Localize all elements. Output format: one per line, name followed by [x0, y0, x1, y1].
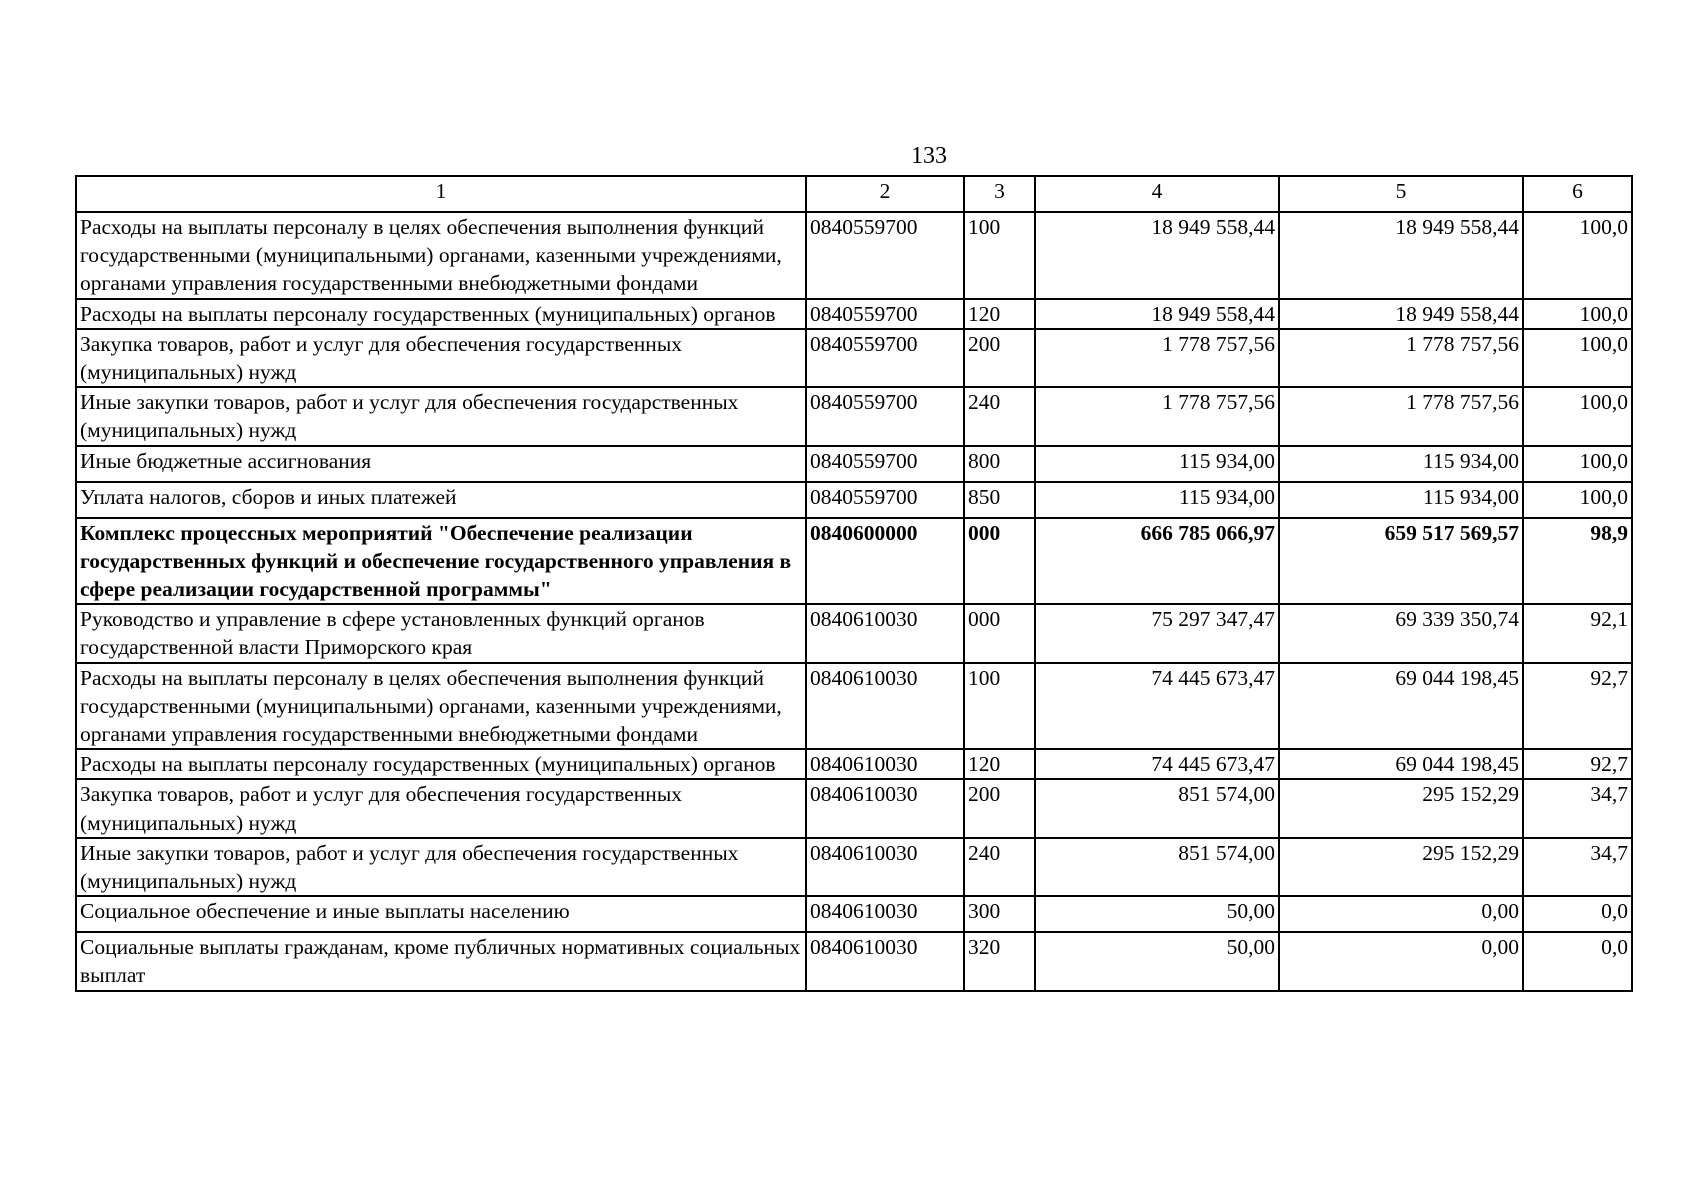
column-header-3: 3 [964, 176, 1035, 212]
row-plan-cell: 851 574,00 [1035, 779, 1279, 837]
row-plan-cell: 115 934,00 [1035, 482, 1279, 518]
row-fact-cell: 1 778 757,56 [1279, 329, 1523, 387]
table-row [76, 604, 1632, 662]
row-fact-cell: 69 044 198,45 [1279, 749, 1523, 779]
row-code-cell: 0840610030 [806, 932, 964, 990]
row-percent-cell: 92,1 [1523, 604, 1632, 662]
table-row [76, 896, 1632, 932]
row-percent-cell: 98,9 [1523, 518, 1632, 605]
row-plan-cell: 18 949 558,44 [1035, 212, 1279, 299]
row-code-cell: 0840610030 [806, 749, 964, 779]
row-code-cell: 0840610030 [806, 663, 964, 750]
row-code-cell: 0840559700 [806, 212, 964, 299]
row-code-cell: 0840610030 [806, 838, 964, 896]
row-plan-cell: 1 778 757,56 [1035, 387, 1279, 445]
table-row [76, 212, 1632, 299]
row-name-cell: Уплата налогов, сборов и иных платежей [76, 482, 806, 518]
row-plan-cell: 74 445 673,47 [1035, 663, 1279, 750]
row-type-cell: 240 [964, 838, 1035, 896]
row-plan-cell: 50,00 [1035, 932, 1279, 990]
page-number: 133 [911, 143, 947, 169]
row-percent-cell: 100,0 [1523, 446, 1632, 482]
table-row [76, 663, 1632, 750]
row-name-cell: Руководство и управление в сфере установленных функций органов государственной власти Приморского края [76, 604, 806, 662]
row-type-cell: 120 [964, 749, 1035, 779]
row-code-cell: 0840559700 [806, 387, 964, 445]
column-header-6: 6 [1523, 176, 1632, 212]
row-type-cell: 120 [964, 299, 1035, 329]
row-type-cell: 240 [964, 387, 1035, 445]
row-percent-cell: 100,0 [1523, 299, 1632, 329]
row-fact-cell: 659 517 569,57 [1279, 518, 1523, 605]
row-fact-cell: 18 949 558,44 [1279, 212, 1523, 299]
row-type-cell: 000 [964, 604, 1035, 662]
row-percent-cell: 92,7 [1523, 749, 1632, 779]
row-percent-cell: 34,7 [1523, 838, 1632, 896]
row-name-cell: Иные бюджетные ассигнования [76, 446, 806, 482]
row-name-cell: Иные закупки товаров, работ и услуг для обеспечения государственных (муниципальных) нужд [76, 387, 806, 445]
row-fact-cell: 69 044 198,45 [1279, 663, 1523, 750]
row-fact-cell: 18 949 558,44 [1279, 299, 1523, 329]
row-name-cell: Расходы на выплаты персоналу государственных (муниципальных) органов [76, 299, 806, 329]
row-percent-cell: 100,0 [1523, 482, 1632, 518]
row-plan-cell: 1 778 757,56 [1035, 329, 1279, 387]
row-type-cell: 200 [964, 329, 1035, 387]
budget-table [75, 175, 1633, 992]
table-body [76, 212, 1632, 991]
row-percent-cell: 0,0 [1523, 896, 1632, 932]
table-row [76, 446, 1632, 482]
table-row [76, 749, 1632, 779]
row-fact-cell: 0,00 [1279, 896, 1523, 932]
row-percent-cell: 100,0 [1523, 329, 1632, 387]
row-type-cell: 000 [964, 518, 1035, 605]
row-plan-cell: 851 574,00 [1035, 838, 1279, 896]
table-row [76, 482, 1632, 518]
table-row [76, 932, 1632, 990]
table-row [76, 779, 1632, 837]
header-row [76, 176, 1632, 212]
row-code-cell: 0840559700 [806, 329, 964, 387]
row-name-cell: Расходы на выплаты персоналу в целях обеспечения выполнения функций государственными (муниципальными) органами, казенными учреждениями, органами управления государственными внебюджетными фондами [76, 663, 806, 750]
row-plan-cell: 666 785 066,97 [1035, 518, 1279, 605]
row-type-cell: 100 [964, 212, 1035, 299]
row-plan-cell: 75 297 347,47 [1035, 604, 1279, 662]
table-row [76, 299, 1632, 329]
row-type-cell: 100 [964, 663, 1035, 750]
row-code-cell: 0840559700 [806, 299, 964, 329]
row-fact-cell: 69 339 350,74 [1279, 604, 1523, 662]
row-fact-cell: 295 152,29 [1279, 838, 1523, 896]
row-type-cell: 320 [964, 932, 1035, 990]
column-header-2: 2 [806, 176, 964, 212]
table-row [76, 329, 1632, 387]
row-code-cell: 0840600000 [806, 518, 964, 605]
row-fact-cell: 115 934,00 [1279, 482, 1523, 518]
row-percent-cell: 100,0 [1523, 387, 1632, 445]
row-name-cell: Комплекс процессных мероприятий "Обеспечение реализации государственных функций и обеспечение государственного управления в сфере реализации государственной программы" [76, 518, 806, 605]
column-header-4: 4 [1035, 176, 1279, 212]
column-header-5: 5 [1279, 176, 1523, 212]
table-row [76, 838, 1632, 896]
row-plan-cell: 50,00 [1035, 896, 1279, 932]
row-plan-cell: 74 445 673,47 [1035, 749, 1279, 779]
table-row [76, 518, 1632, 605]
row-type-cell: 200 [964, 779, 1035, 837]
row-code-cell: 0840610030 [806, 604, 964, 662]
row-name-cell: Закупка товаров, работ и услуг для обеспечения государственных (муниципальных) нужд [76, 329, 806, 387]
column-header-1: 1 [76, 176, 806, 212]
row-fact-cell: 295 152,29 [1279, 779, 1523, 837]
row-percent-cell: 92,7 [1523, 663, 1632, 750]
row-type-cell: 300 [964, 896, 1035, 932]
row-percent-cell: 100,0 [1523, 212, 1632, 299]
row-plan-cell: 115 934,00 [1035, 446, 1279, 482]
row-name-cell: Расходы на выплаты персоналу в целях обеспечения выполнения функций государственными (муниципальными) органами, казенными учреждениями, органами управления государственными внебюджетными фондами [76, 212, 806, 299]
row-type-cell: 850 [964, 482, 1035, 518]
row-plan-cell: 18 949 558,44 [1035, 299, 1279, 329]
row-fact-cell: 115 934,00 [1279, 446, 1523, 482]
table-row [76, 387, 1632, 445]
row-code-cell: 0840610030 [806, 896, 964, 932]
row-name-cell: Социальное обеспечение и иные выплаты населению [76, 896, 806, 932]
row-percent-cell: 0,0 [1523, 932, 1632, 990]
row-name-cell: Расходы на выплаты персоналу государственных (муниципальных) органов [76, 749, 806, 779]
row-code-cell: 0840610030 [806, 779, 964, 837]
row-code-cell: 0840559700 [806, 482, 964, 518]
row-fact-cell: 0,00 [1279, 932, 1523, 990]
row-code-cell: 0840559700 [806, 446, 964, 482]
row-fact-cell: 1 778 757,56 [1279, 387, 1523, 445]
row-name-cell: Иные закупки товаров, работ и услуг для обеспечения государственных (муниципальных) нужд [76, 838, 806, 896]
row-percent-cell: 34,7 [1523, 779, 1632, 837]
row-type-cell: 800 [964, 446, 1035, 482]
row-name-cell: Закупка товаров, работ и услуг для обеспечения государственных (муниципальных) нужд [76, 779, 806, 837]
row-name-cell: Социальные выплаты гражданам, кроме публичных нормативных социальных выплат [76, 932, 806, 990]
